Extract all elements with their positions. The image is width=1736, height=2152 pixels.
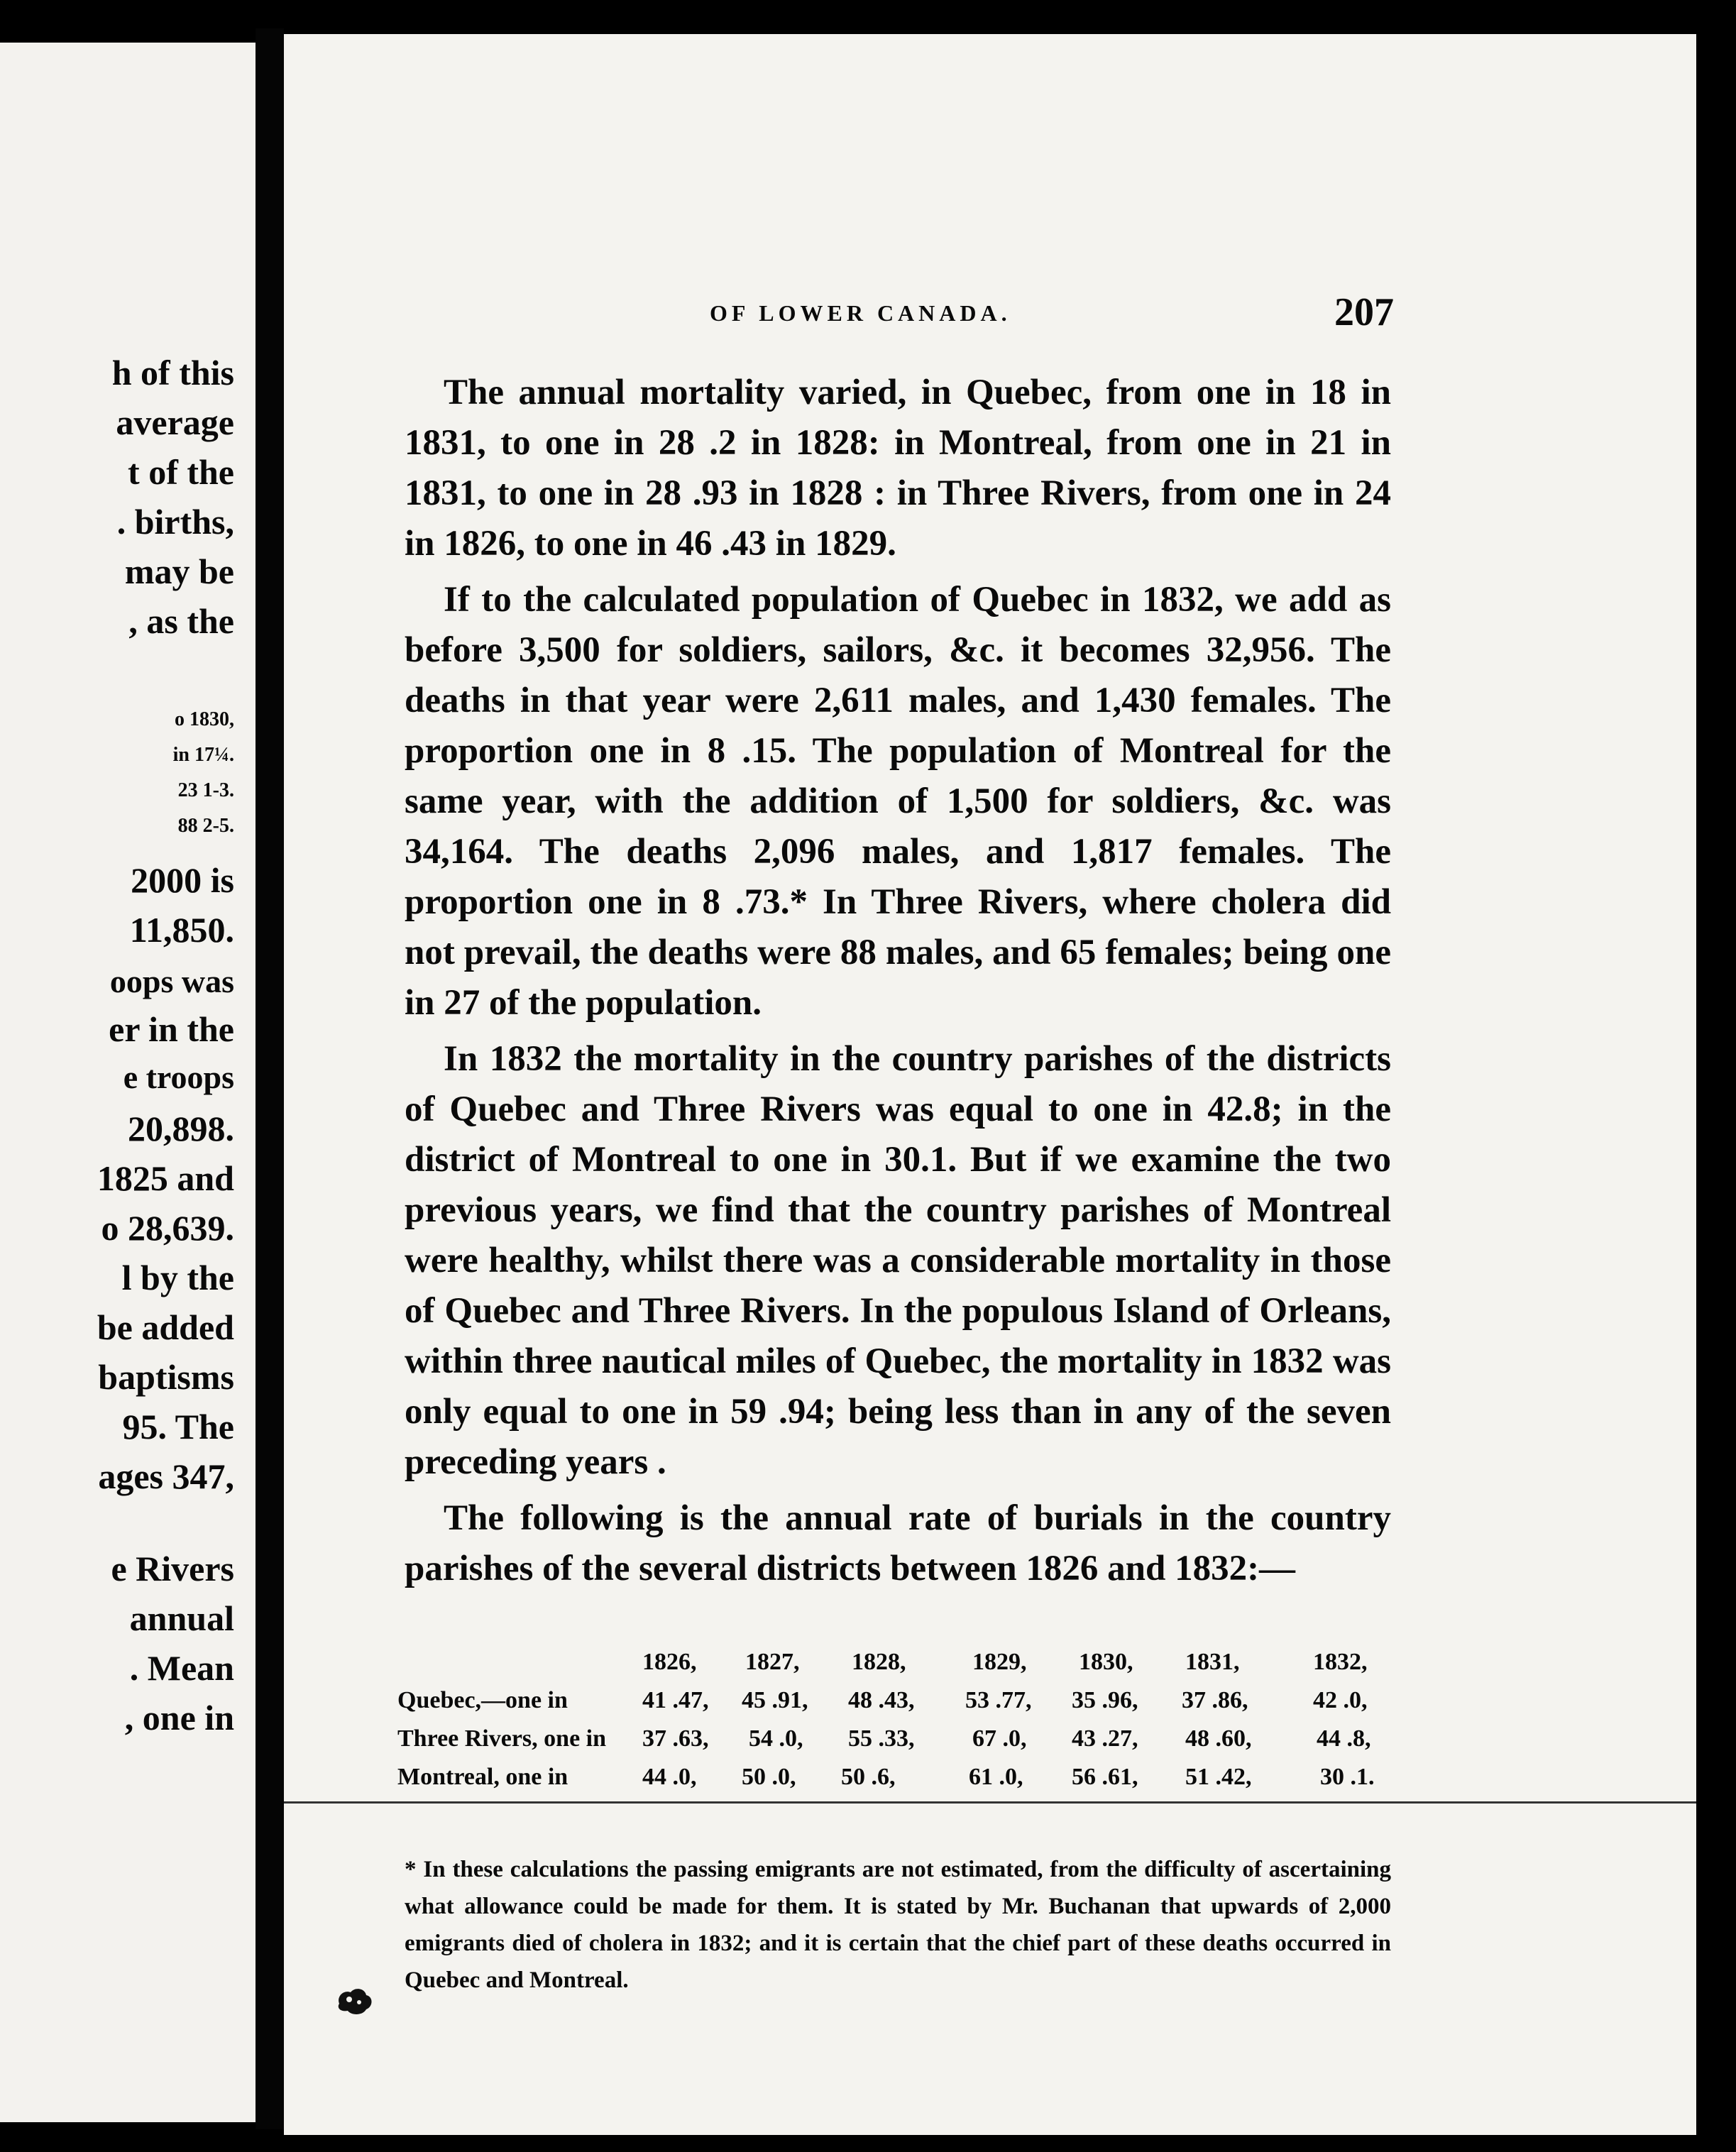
body-text bbox=[405, 368, 1391, 1594]
left-page-line: average bbox=[116, 402, 234, 442]
burial-rate-table bbox=[397, 1649, 1405, 1802]
right-page bbox=[284, 34, 1696, 2135]
table-row bbox=[397, 1687, 1405, 1725]
left-page-line: annual bbox=[129, 1598, 234, 1638]
left-page-line: . Mean bbox=[129, 1648, 234, 1688]
table-cell: 44 .0, bbox=[642, 1764, 697, 1790]
paragraph-1: The annual mortality varied, in Quebec, from one in 18 in 1831, to one in 28 .2 in 1828: in Montreal, from one in 21 in 1831, to one in 28 .93 in 1828 : in Three Rivers, from one in 24 in 1826, to one in 46 .43 in 1829. bbox=[405, 373, 1391, 564]
left-page-line: e troops bbox=[123, 1059, 234, 1095]
left-page-line: 88 2-5. bbox=[177, 815, 234, 837]
left-page-line: h of this bbox=[111, 353, 234, 392]
table-cell: 42 .0, bbox=[1313, 1687, 1368, 1713]
footnote-divider bbox=[284, 1801, 1696, 1804]
table-cell: 30 .1. bbox=[1320, 1764, 1375, 1790]
table-cell: 48 .60, bbox=[1185, 1725, 1252, 1752]
table-cell: 43 .27, bbox=[1072, 1725, 1138, 1752]
table-cell: 37 .86, bbox=[1182, 1687, 1248, 1713]
table-row-label: Three Rivers, one in bbox=[397, 1725, 607, 1752]
table-header-cell: 1828, bbox=[852, 1649, 906, 1675]
page-number: 207 bbox=[1334, 290, 1394, 334]
ink-blot-icon bbox=[334, 1982, 376, 2018]
table-cell: 44 .8, bbox=[1317, 1725, 1371, 1752]
table-cell: 50 .6, bbox=[841, 1764, 896, 1790]
left-page-line: be added bbox=[97, 1307, 234, 1347]
paragraph-3: In 1832 the mortality in the country parishes of the districts of Quebec and Three Rivers was equal to one in 42.8; in the district of Montreal to one in 30.1. But if we examine the two previous years, we find that the country parishes of Montreal were healthy, whilst there was a considerable mortality in those of Quebec and Three Rivers. In the populous Island of Orleans, within three nautical miles of Quebec, the mortality in 1832 was only equal to one in 59 .94; being less than in any of the seven preceding years . bbox=[405, 1039, 1391, 1482]
table-header-cell: 1826, bbox=[642, 1649, 697, 1675]
table-cell: 41 .47, bbox=[642, 1687, 709, 1713]
footnote: * In these calculations the passing emigrants are not estimated, from the difficulty of ascertaining what allowance could be made for them. It is stated by Mr. Buchanan that upwards of 2,000 emigrants died of cholera in 1832; and it is certain that the chief part of these deaths occurred in Quebec and Montreal. bbox=[405, 1857, 1391, 1993]
table-header-cell: 1832, bbox=[1313, 1649, 1368, 1675]
left-page-line: o 28,639. bbox=[101, 1208, 234, 1248]
left-page-line: 11,850. bbox=[129, 910, 234, 950]
left-page-line: 2000 is bbox=[131, 860, 234, 900]
table-cell: 67 .0, bbox=[972, 1725, 1027, 1752]
paragraph-2: If to the calculated population of Quebec in 1832, we add as before 3,500 for soldiers, sailors, &c. it becomes 32,956. The deaths in that year were 2,611 males, and 1,430 females. The proportion one in 8 .15. The population of Montreal for the same year, with the addition of 1,500 for soldiers, &c. was 34,164. The deaths 2,096 males, and 1,817 females. The proportion one in 8 .73.* In Three Rivers, where cholera did not prevail, the deaths were 88 males, and 65 females; being one in 27 of the population. bbox=[405, 580, 1391, 1023]
left-page-line: e Rivers bbox=[111, 1549, 234, 1588]
table-cell: 45 .91, bbox=[742, 1687, 808, 1713]
table-cell: 55 .33, bbox=[848, 1725, 915, 1752]
left-page-line: 1825 and bbox=[97, 1158, 234, 1198]
table-row bbox=[397, 1764, 1405, 1802]
table-row-label: Montreal, one in bbox=[397, 1764, 568, 1790]
left-page-line: l by the bbox=[121, 1258, 234, 1297]
table-cell: 61 .0, bbox=[969, 1764, 1023, 1790]
table-cell: 35 .96, bbox=[1072, 1687, 1138, 1713]
table-cell: 56 .61, bbox=[1072, 1764, 1138, 1790]
table-cell: 54 .0, bbox=[749, 1725, 803, 1752]
book-gutter bbox=[256, 28, 284, 2129]
left-page-line: ages 347, bbox=[98, 1456, 234, 1496]
left-page-line: , one in bbox=[124, 1698, 234, 1737]
left-facing-page bbox=[0, 43, 256, 2122]
left-page-line: t of the bbox=[128, 452, 234, 492]
left-page-line: o 1830, bbox=[175, 708, 234, 730]
table-cell: 51 .42, bbox=[1185, 1764, 1252, 1790]
table-header-cell: 1829, bbox=[972, 1649, 1027, 1675]
table-row-label: Quebec,—one in bbox=[397, 1687, 568, 1713]
left-page-line: 20,898. bbox=[128, 1109, 234, 1148]
left-page-line: in 17¼. bbox=[172, 744, 234, 766]
table-header-cell: 1827, bbox=[745, 1649, 800, 1675]
table-header-cell: 1831, bbox=[1185, 1649, 1240, 1675]
left-page-line: oops was bbox=[109, 963, 234, 999]
left-page-line: er in the bbox=[109, 1009, 234, 1049]
left-page-line: . births, bbox=[116, 502, 234, 542]
left-page-line: may be bbox=[124, 551, 234, 591]
table-row bbox=[397, 1725, 1405, 1764]
left-page-line: baptisms bbox=[98, 1357, 234, 1397]
table-cell: 48 .43, bbox=[848, 1687, 915, 1713]
table-cell: 53 .77, bbox=[965, 1687, 1032, 1713]
running-head: OF LOWER CANADA. bbox=[710, 300, 1011, 326]
paragraph-4: The following is the annual rate of burials in the country parishes of the several districts between 1826 and 1832:— bbox=[405, 1498, 1391, 1588]
table-header-row bbox=[397, 1649, 1405, 1687]
left-page-line: 95. The bbox=[122, 1407, 234, 1446]
left-page-line: , as the bbox=[128, 601, 234, 641]
table-cell: 37 .63, bbox=[642, 1725, 709, 1752]
left-page-line: 23 1-3. bbox=[177, 779, 234, 801]
table-cell: 50 .0, bbox=[742, 1764, 796, 1790]
table-header-cell: 1830, bbox=[1079, 1649, 1133, 1675]
